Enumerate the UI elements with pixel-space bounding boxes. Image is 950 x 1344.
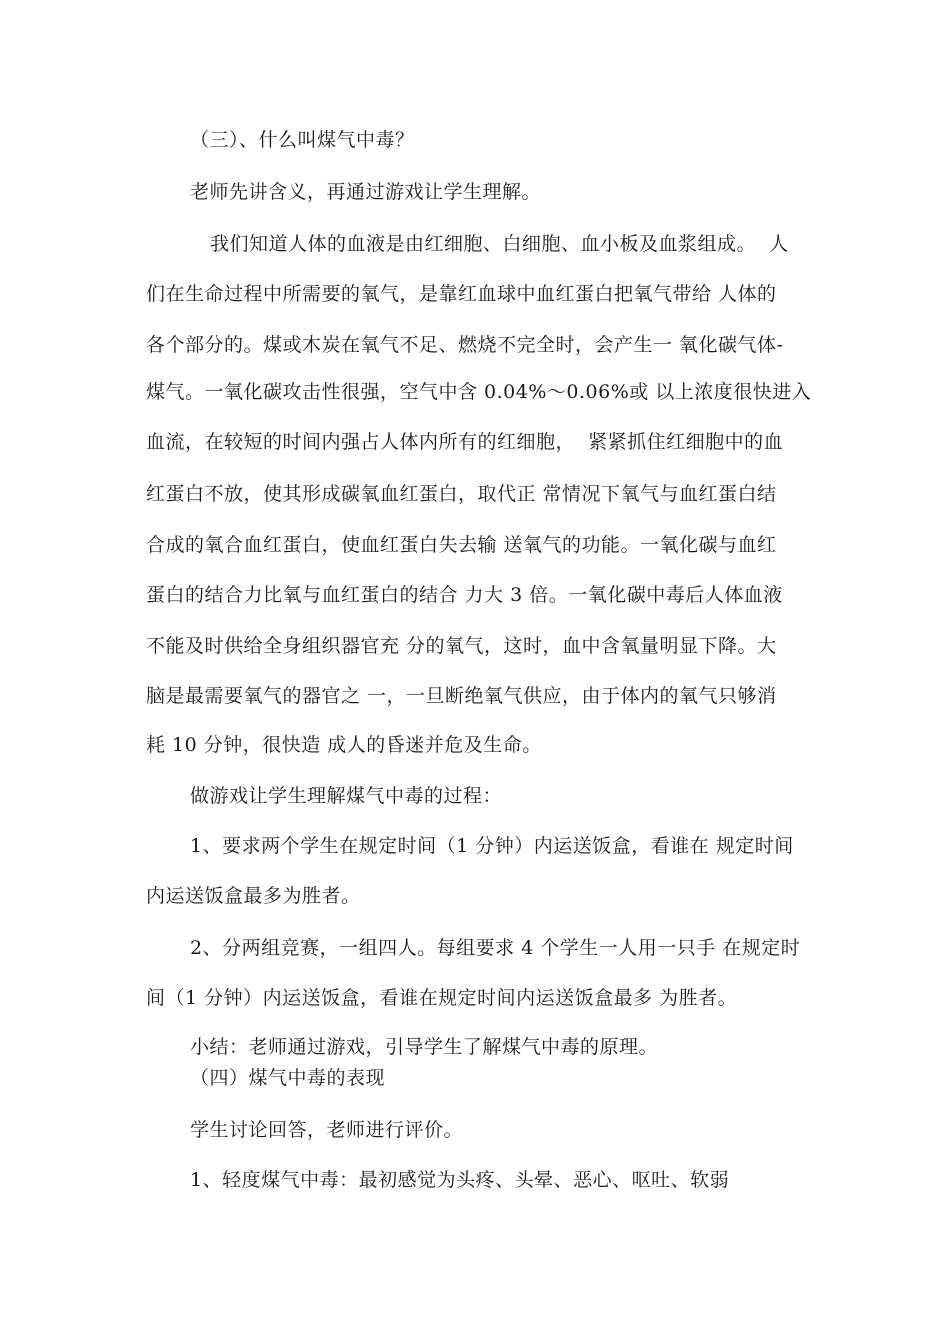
text-line: 学生讨论回答，老师进行评价。	[190, 1119, 464, 1141]
text-line: 红蛋白不放，使其形成碳氧血红蛋白，取代正 常情况下氧气与血红蛋白结	[146, 483, 777, 505]
text-line: 1、轻度煤气中毒：最初感觉为头疼、头晕、恶心、呕吐、软弱	[190, 1169, 730, 1191]
text-line: 煤气。一氧化碳攻击性很强，空气中含 0.04%～0.06%或 以上浓度很快进入	[146, 381, 812, 403]
text-line: 内运送饭盒最多为胜者。	[146, 885, 361, 907]
text-line: 老师先讲含义，再通过游戏让学生理解。	[190, 181, 542, 203]
text-line: 不能及时供给全身组织器官充 分的氧气，这时，血中含氧量明显下降。大	[146, 635, 777, 657]
text-line: 小结：老师通过游戏，引导学生了解煤气中毒的原理。	[190, 1036, 659, 1058]
section-heading-4: （四）煤气中毒的表现	[190, 1067, 386, 1089]
text-line: 1、要求两个学生在规定时间（1 分钟）内运送饭盒，看谁在 规定时间	[190, 835, 794, 857]
text-line: 蛋白的结合力比氧与血红蛋白的结合 力大 3 倍。一氧化碳中毒后人体血液	[146, 584, 783, 606]
text-line: 耗 10 分钟，很快造 成人的昏迷并危及生命。	[146, 734, 542, 756]
text-line: 血流，在较短的时间内强占人体内所有的红细胞， 紧紧抓住红细胞中的血	[146, 431, 784, 453]
text-line: 各个部分的。煤或木炭在氧气不足、燃烧不完全时，会产生一 氧化碳气体-	[146, 334, 784, 356]
text-line: 合成的氧合血红蛋白，使血红蛋白失去输 送氧气的功能。一氧化碳与血红	[146, 534, 777, 556]
text-line: 们在生命过程中所需要的氧气，是靠红血球中血红蛋白把氧气带给 人体的	[146, 283, 777, 305]
text-line: 做游戏让学生理解煤气中毒的过程：	[190, 785, 503, 807]
text-line: 2、分两组竞赛，一组四人。每组要求 4 个学生一人用一只手 在规定时	[190, 937, 801, 959]
text-line: 间（1 分钟）内运送饭盒，看谁在规定时间内运送饭盒最多 为胜者。	[146, 987, 738, 1009]
text-line: 脑是最需要氧气的器官之 一，一旦断绝氧气供应，由于体内的氧气只够消	[146, 685, 777, 707]
text-line: 我们知道人体的血液是由红细胞、白细胞、血小板及血浆组成。 人	[210, 233, 789, 255]
section-heading-3: （三）、什么叫煤气中毒？	[190, 129, 415, 151]
